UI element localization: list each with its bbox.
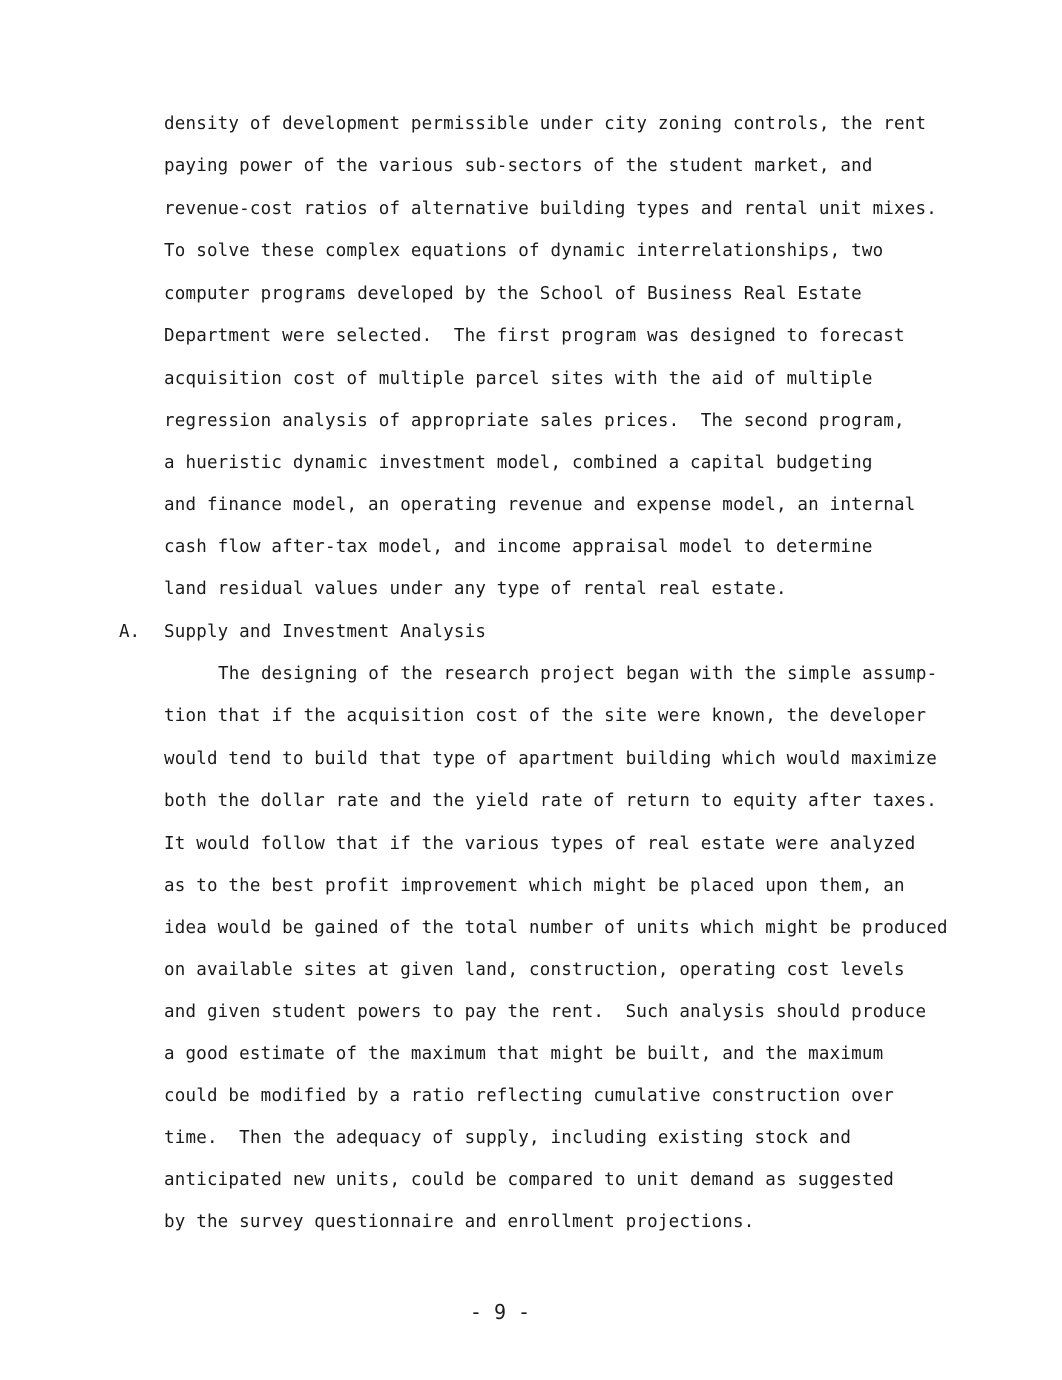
text-line: revenue-cost ratios of alternative building types and rental unit mixes.	[164, 199, 937, 219]
text-line: a good estimate of the maximum that might be built, and the maximum	[164, 1044, 884, 1064]
text-line: and finance model, an operating revenue and expense model, an internal	[164, 495, 916, 515]
text-line: anticipated new units, could be compared to unit demand as suggested	[164, 1170, 895, 1190]
text-line: tion that if the acquisition cost of the site were known, the developer	[164, 706, 927, 726]
text-line: density of development permissible under city zoning controls, the rent	[164, 114, 927, 134]
text-line: could be modified by a ratio reflecting cumulative construction over	[164, 1086, 895, 1106]
page-number: - 9 -	[469, 1300, 531, 1324]
text-line: a hueristic dynamic investment model, combined a capital budgeting	[164, 453, 873, 473]
text-line: cash flow after-tax model, and income appraisal model to determine	[164, 537, 873, 557]
text-line: and given student powers to pay the rent. Such analysis should produce	[164, 1002, 927, 1022]
text-line: on available sites at given land, construction, operating cost levels	[164, 960, 905, 980]
text-line: computer programs developed by the School of Business Real Estate	[164, 284, 862, 304]
section-marker: A.	[119, 622, 141, 642]
text-line: both the dollar rate and the yield rate of return to equity after taxes.	[164, 791, 937, 811]
text-line: land residual values under any type of rental real estate.	[164, 579, 787, 599]
text-line: time. Then the adequacy of supply, including existing stock and	[164, 1128, 852, 1148]
text-line: would tend to build that type of apartment building which would maximize	[164, 749, 937, 769]
section-title: Supply and Investment Analysis	[164, 622, 487, 642]
text-line: Department were selected. The first program was designed to forecast	[164, 326, 905, 346]
text-line: as to the best profit improvement which might be placed upon them, an	[164, 876, 905, 896]
text-line: by the survey questionnaire and enrollment projections.	[164, 1212, 755, 1232]
text-line: idea would be gained of the total number of units which might be produced	[164, 918, 948, 938]
text-line: To solve these complex equations of dynamic interrelationships, two	[164, 241, 884, 261]
text-line: acquisition cost of multiple parcel sites with the aid of multiple	[164, 369, 873, 389]
text-line: regression analysis of appropriate sales prices. The second program,	[164, 411, 905, 431]
text-line: paying power of the various sub-sectors of the student market, and	[164, 156, 873, 176]
text-line: The designing of the research project began with the simple assump-	[218, 664, 938, 684]
text-line: It would follow that if the various types of real estate were analyzed	[164, 834, 916, 854]
